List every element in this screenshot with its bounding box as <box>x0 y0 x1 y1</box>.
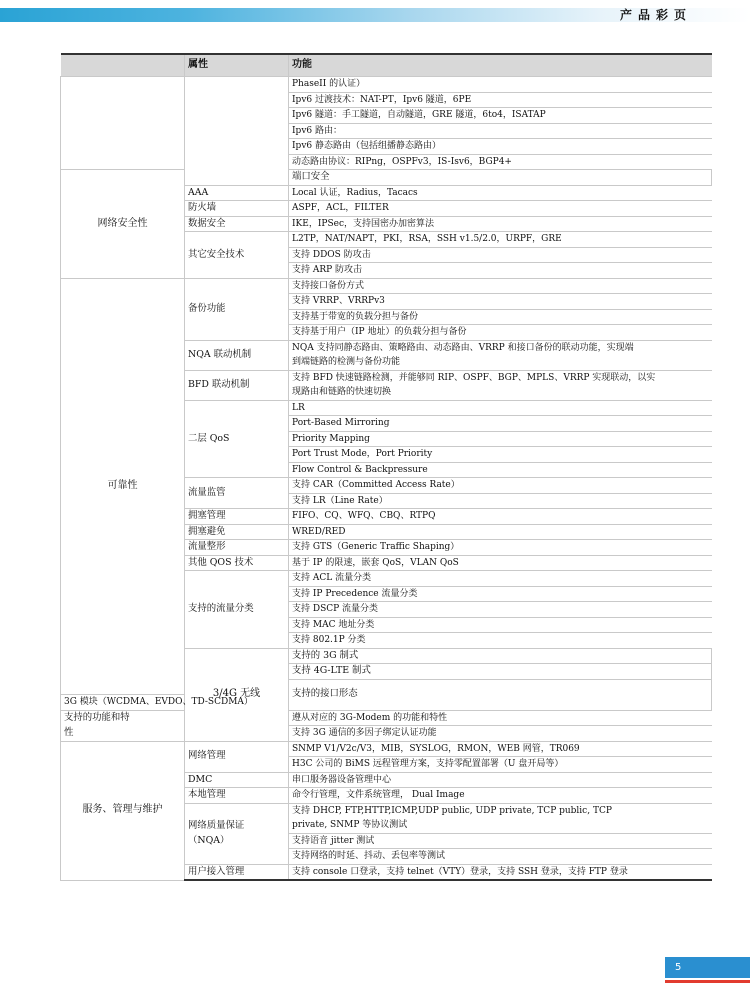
function-cell <box>289 92 712 108</box>
table-row <box>61 278 712 294</box>
category-cell: 3/4G 无线 <box>185 648 289 741</box>
function-text: Ipv6 路由： <box>292 125 342 136</box>
attribute-cell <box>185 278 289 340</box>
function-cell <box>289 232 712 248</box>
function-cell <box>289 123 712 139</box>
attribute-cell <box>185 772 289 788</box>
function-text: 支持 LR（Line Rate） <box>292 495 388 506</box>
attribute-cell <box>185 340 289 370</box>
function-cell <box>289 524 712 540</box>
attribute-label: （NQA） <box>188 834 230 846</box>
attribute-label: 端口安全 <box>292 171 330 182</box>
category-cell: 可靠性 <box>61 278 185 695</box>
function-cell <box>289 77 712 93</box>
function-cell <box>289 108 712 124</box>
function-text: 支持语音 jitter 测试 <box>292 835 375 846</box>
attribute-cell <box>185 509 289 525</box>
function-cell <box>289 571 712 587</box>
function-cell <box>289 294 712 310</box>
function-text: Ipv6 静态路由（包括组播静态路由） <box>292 141 441 151</box>
attribute-cell <box>185 571 289 649</box>
attribute-cell <box>185 185 289 201</box>
function-cell <box>61 695 253 711</box>
attribute-label: 网络管理 <box>188 750 226 762</box>
attribute-cell <box>185 232 289 279</box>
attribute-label: 防火墙 <box>188 202 217 213</box>
table-header-row <box>61 54 712 77</box>
function-text: 串口服务器设备管理中心 <box>292 774 392 785</box>
attribute-cell <box>289 648 712 664</box>
function-text: 支持 DDOS 防攻击 <box>292 249 371 260</box>
function-cell <box>289 154 712 170</box>
function-cell <box>289 757 712 773</box>
function-text: 支持 DHCP, FTP,HTTP,ICMP,UDP public, UDP private, TCP public, TCP <box>292 805 612 816</box>
spec-table <box>60 53 712 881</box>
function-text: L2TP，NAT/NAPT，PKI，RSA，SSH v1.5/2.0，URPF，GRE <box>292 234 562 244</box>
function-cell <box>289 185 712 201</box>
function-text: 支持 3G 通信的多因子绑定认证功能 <box>292 728 437 738</box>
attribute-label: 支持的接口形态 <box>292 688 358 700</box>
function-text: WRED/RED <box>292 526 346 537</box>
function-text: 支持 ACL 流量分类 <box>292 573 372 583</box>
function-cell <box>289 325 712 341</box>
attribute-cell <box>185 524 289 540</box>
function-text: 到端链路的检测与备份功能 <box>292 357 401 367</box>
function-text: 支持 802.1P 分类 <box>292 635 366 645</box>
function-text: 动态路由协议：RIPng，OSPFv3，IS-Isv6，BGP4+ <box>292 156 512 167</box>
attribute-label: DMC <box>188 773 213 785</box>
attribute-label: NQA 联动机制 <box>188 348 252 360</box>
function-text: PhaseII 的认证） <box>292 79 366 89</box>
function-text: 支持 CAR（Committed Access Rate） <box>292 480 460 490</box>
attribute-cell <box>185 788 289 804</box>
function-cell <box>289 555 712 571</box>
function-text: 支持接口备份方式 <box>292 280 365 291</box>
function-cell <box>289 216 712 232</box>
page-header-title: 产品彩页 <box>619 8 692 22</box>
function-text: 支持 GTS（Generic Traffic Shaping） <box>292 542 460 552</box>
function-text: private, SNMP 等协议测试 <box>292 820 408 830</box>
function-text: 支持网络的时延、抖动、丢包率等测试 <box>292 851 446 861</box>
function-cell <box>289 741 712 757</box>
table-row <box>61 741 712 757</box>
function-text: H3C 公司的 BiMS 远程管理方案，支持零配置部署（U 盘开局等） <box>292 759 564 769</box>
function-text: 3G 模块（WCDMA、EVDO、TD-SCDMA） <box>64 697 253 707</box>
function-text: 命令行管理，文件系统管理， Dual Image <box>292 790 465 800</box>
attribute-cell <box>185 540 289 556</box>
table-row <box>61 170 712 186</box>
function-text: Port Trust Mode，Port Priority <box>292 449 433 459</box>
function-cell <box>289 370 712 400</box>
attribute-label: 本地管理 <box>188 789 226 800</box>
attribute-label: 二层 QoS <box>188 432 230 444</box>
header-attribute: 属性 <box>185 54 289 77</box>
function-cell <box>289 431 712 447</box>
attribute-cell <box>185 803 289 864</box>
attribute-cell <box>61 710 185 741</box>
function-text: 支持基于带宽的负载分担与备份 <box>292 311 419 322</box>
function-cell <box>289 447 712 463</box>
function-text: SNMP V1/V2c/V3，MIB，SYSLOG，RMON，WEB 网管，TR069 <box>292 743 580 754</box>
function-text: 支持 IP Precedence 流量分类 <box>292 588 418 599</box>
attribute-label: AAA <box>188 186 209 198</box>
function-cell <box>289 493 712 509</box>
function-cell <box>289 586 712 602</box>
attribute-cell <box>185 216 289 232</box>
category-cell <box>61 77 185 170</box>
function-text: Port-Based Mirroring <box>292 418 390 428</box>
function-cell <box>289 540 712 556</box>
function-text: 支持 VRRP、VRRPv3 <box>292 296 385 306</box>
function-cell <box>289 478 712 494</box>
attribute-label: 拥塞避免 <box>188 525 226 537</box>
attribute-cell <box>185 77 289 186</box>
attribute-label: 其他 QOS 技术 <box>188 556 254 568</box>
attribute-cell <box>185 864 289 880</box>
attribute-cell <box>185 201 289 217</box>
function-text: 基于 IP 的限速，嵌套 QoS，VLAN QoS <box>292 557 459 568</box>
function-text: Priority Mapping <box>292 433 370 444</box>
attribute-label: 网络质量保证 <box>188 820 245 831</box>
attribute-cell <box>185 555 289 571</box>
attribute-label: 备份功能 <box>188 302 226 314</box>
function-text: Local 认证，Radius，Tacacs <box>292 187 418 198</box>
function-text: IKE，IPSec，支持国密办加密算法 <box>292 218 434 229</box>
function-cell <box>289 772 712 788</box>
function-text: FIFO、CQ、WFQ、CBQ、RTPQ <box>292 511 436 521</box>
attribute-label: 性 <box>64 726 74 738</box>
attribute-label: 支持的功能和特 <box>64 712 130 723</box>
function-cell <box>289 849 712 865</box>
function-text: ASPF，ACL，FILTER <box>292 203 389 213</box>
function-cell <box>289 803 712 833</box>
function-cell <box>289 726 712 742</box>
attribute-label: 支持的流量分类 <box>188 603 254 614</box>
function-cell <box>289 462 712 478</box>
function-cell <box>289 309 712 325</box>
function-text: 支持基于用户（IP 地址）的负载分担与备份 <box>292 327 467 337</box>
attribute-cell <box>185 370 289 400</box>
header-function: 功能 <box>289 54 712 77</box>
table-row <box>61 710 712 726</box>
function-text: 现路由和链路的快速切换 <box>292 387 392 397</box>
function-cell <box>289 710 712 726</box>
attribute-label: 流量监管 <box>188 486 226 498</box>
function-cell <box>289 788 712 804</box>
attribute-cell <box>185 478 289 509</box>
function-cell <box>289 263 712 279</box>
function-text: Ipv6 隧道：手工隧道，自动隧道，GRE 隧道，6to4，ISATAP <box>292 110 546 120</box>
function-cell <box>289 400 712 416</box>
function-text: 支持 ARP 防攻击 <box>292 265 363 275</box>
function-text: Flow Control & Backpressure <box>292 464 428 475</box>
function-cell <box>289 633 712 649</box>
function-text: 支持 DSCP 流量分类 <box>292 604 379 614</box>
function-text: NQA 支持同静态路由、策略路由、动态路由、VRRP 和接口备份的联动功能，实现端 <box>292 342 634 353</box>
function-cell <box>289 139 712 155</box>
function-cell <box>289 201 712 217</box>
function-text: 支持 BFD 快速链路检测，并能够同 RIP、OSPF、BGP、MPLS、VRRP 实现联动，以实 <box>292 372 656 383</box>
attribute-label: 用户接入管理 <box>188 865 245 877</box>
attribute-cell <box>289 170 712 186</box>
function-text: 支持 console 口登录，支持 telnet（VTY）登录，支持 SSH 登录，支持 FTP 登录 <box>292 866 628 877</box>
attribute-label: BFD 联动机制 <box>188 378 250 390</box>
category-cell: 服务、管理与维护 <box>61 741 185 880</box>
function-cell <box>289 617 712 633</box>
function-cell <box>289 509 712 525</box>
attribute-label: 其它安全技术 <box>188 248 245 260</box>
category-cell: 网络安全性 <box>61 170 185 279</box>
attribute-label: 流量整形 <box>188 541 226 552</box>
function-cell <box>289 602 712 618</box>
function-cell <box>289 416 712 432</box>
function-text: LR <box>292 402 305 413</box>
attribute-label: 拥塞管理 <box>188 510 226 521</box>
attribute-label: 支持的 3G 制式 <box>292 649 359 661</box>
function-cell <box>289 833 712 849</box>
function-text: 支持 MAC 地址分类 <box>292 619 375 630</box>
attribute-cell <box>185 400 289 478</box>
header-category <box>61 54 185 77</box>
function-cell <box>289 864 712 880</box>
function-cell <box>289 247 712 263</box>
attribute-cell <box>185 741 289 772</box>
function-cell <box>289 278 712 294</box>
attribute-cell <box>289 664 712 680</box>
page-number: 5 <box>665 957 750 978</box>
attribute-label: 支持 4G-LTE 制式 <box>292 665 371 676</box>
table-row <box>61 77 712 93</box>
function-text: 遵从对应的 3G-Modem 的功能和特性 <box>292 712 448 723</box>
attribute-label: 数据安全 <box>188 217 226 229</box>
function-text: Ipv6 过渡技术：NAT-PT，Ipv6 隧道，6PE <box>292 94 472 105</box>
attribute-cell <box>289 679 712 710</box>
function-cell <box>289 340 712 370</box>
